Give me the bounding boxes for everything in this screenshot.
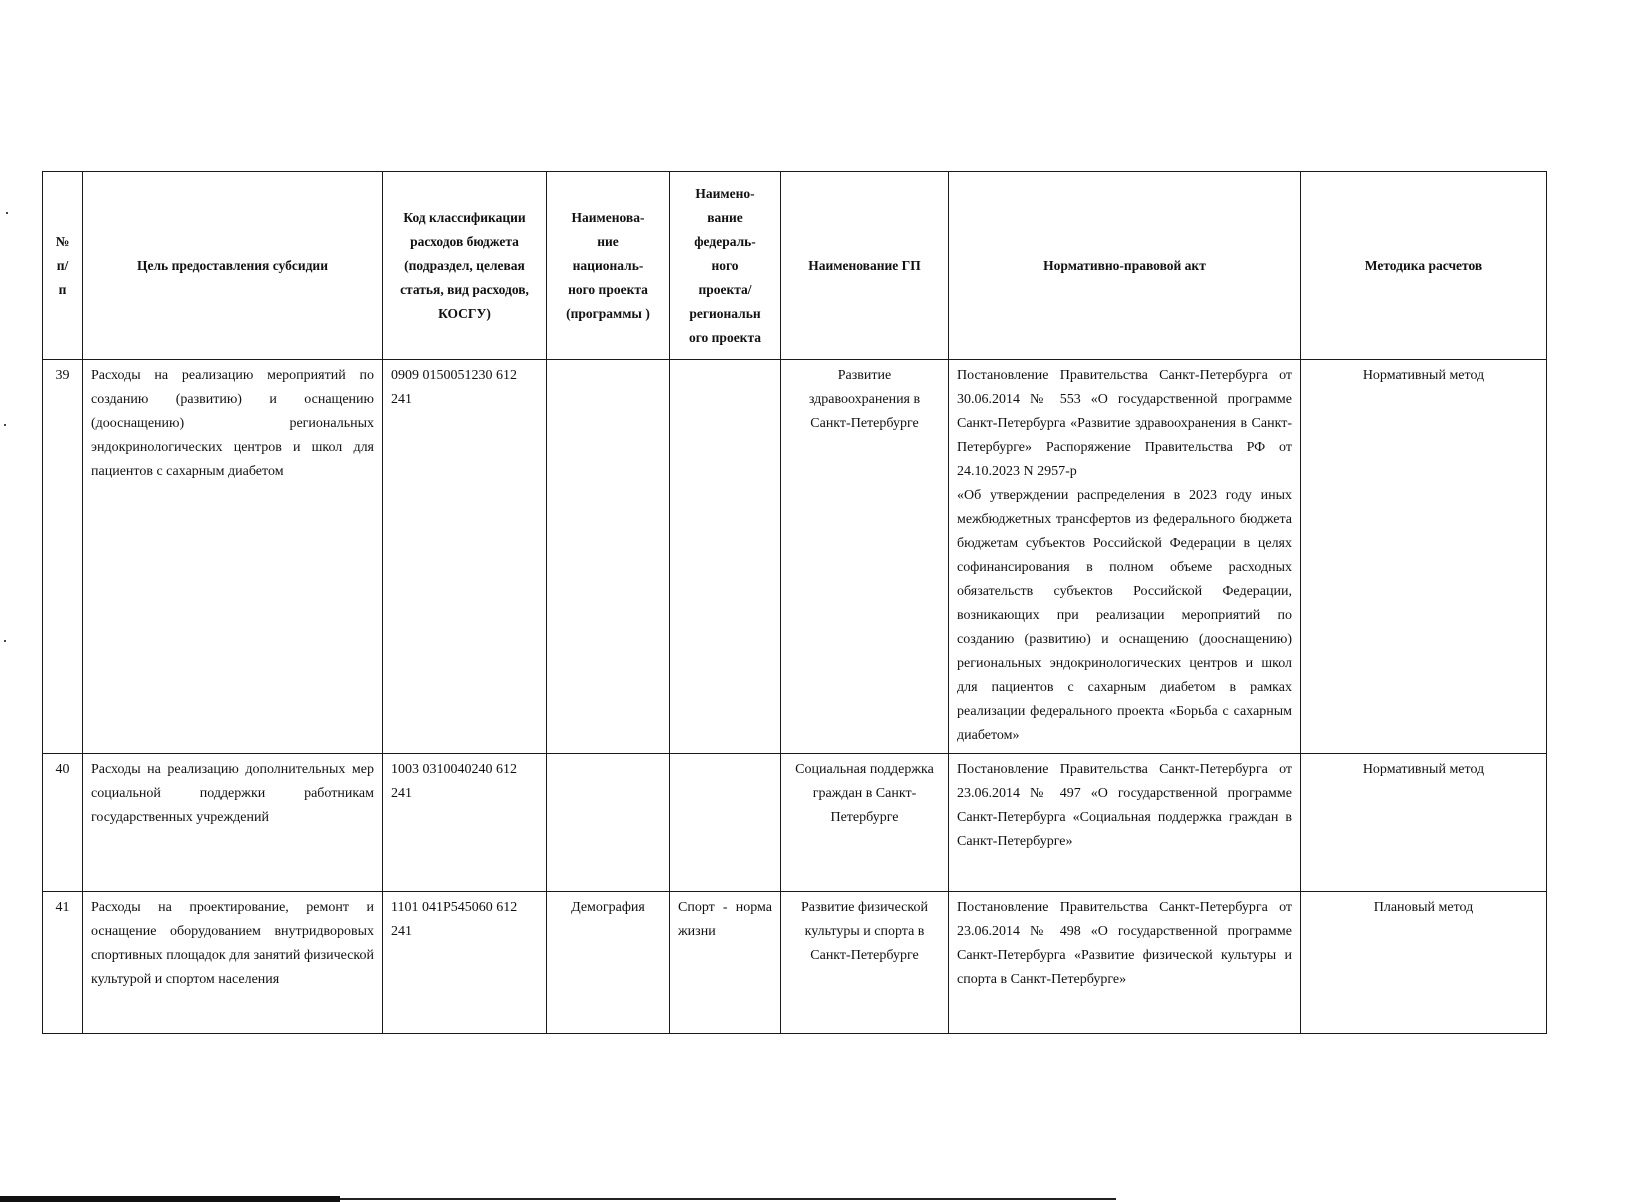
header-gp: Наименование ГП <box>781 172 949 360</box>
subsidy-table <box>42 171 1547 1034</box>
table-row <box>43 754 1547 892</box>
row-federal-project <box>670 360 781 754</box>
header-national-project: Наименова- ние националь- ного проекта (программы ) <box>547 172 670 360</box>
header-federal-project: Наимено- вание федераль- ного проекта/ региональн ого проекта <box>670 172 781 360</box>
row-num: 41 <box>43 892 83 1034</box>
table-row <box>43 360 1547 754</box>
row-act: Постановление Правительства Санкт-Петербурга от 23.06.2014 № 497 «О государственной программе Санкт-Петербурга «Социальная поддержка граждан в Санкт-Петербурге» <box>949 754 1301 892</box>
row-method: Нормативный метод <box>1301 360 1547 754</box>
row-gp: Социальная поддержка граждан в Санкт-Петербурге <box>781 754 949 892</box>
row-goal: Расходы на проектирование, ремонт и оснащение оборудованием внутридворовых спортивных площадок для занятий физической культурой и спортом населения <box>83 892 383 1034</box>
row-code: 1003 0310040240 612 241 <box>383 754 547 892</box>
row-goal: Расходы на реализацию мероприятий по созданию (развитию) и оснащению (дооснащению) региональных эндокринологических центров и школ для пациентов с сахарным диабетом <box>83 360 383 754</box>
scan-speck <box>4 424 6 426</box>
row-act: Постановление Правительства Санкт-Петербурга от 23.06.2014 № 498 «О государственной программе Санкт-Петербурга «Развитие физической культуры и спорта в Санкт-Петербурге» <box>949 892 1301 1034</box>
row-act: Постановление Правительства Санкт-Петербурга от 30.06.2014 № 553 «О государственной программе Санкт-Петербурга «Развитие здравоохранения в Санкт-Петербурге» Распоряжение Правительства РФ от 24.10.2023 N 2957-р «Об утверждении распределения в 2023 году иных межбюджетных трансфертов из федерального бюджета бюджетам субъектов Российской Федерации в целях софинансирования в полном объеме расходных обязательств субъектов Российской Федерации, возникающих при реализации мероприятий по созданию (развитию) и оснащению (дооснащению) региональных эндокринологических центров и школ для пациентов с сахарным диабетом в рамках реализации федерального проекта «Борьба с сахарным диабетом» <box>949 360 1301 754</box>
row-num: 39 <box>43 360 83 754</box>
row-national-project: Демография <box>547 892 670 1034</box>
row-goal: Расходы на реализацию дополнительных мер социальной поддержки работникам государственных учреждений <box>83 754 383 892</box>
footer-rule-thick <box>0 1196 340 1202</box>
scan-speck <box>4 640 6 642</box>
row-method: Плановый метод <box>1301 892 1547 1034</box>
row-gp: Развитие здравоохранения в Санкт-Петербурге <box>781 360 949 754</box>
header-code: Код классификации расходов бюджета (подраздел, целевая статья, вид расходов, КОСГУ) <box>383 172 547 360</box>
row-gp: Развитие физической культуры и спорта в Санкт-Петербурге <box>781 892 949 1034</box>
header-method: Методика расчетов <box>1301 172 1547 360</box>
row-code: 0909 0150051230 612 241 <box>383 360 547 754</box>
row-method: Нормативный метод <box>1301 754 1547 892</box>
row-federal-project: Спорт - норма жизни <box>670 892 781 1034</box>
header-act: Нормативно-правовой акт <box>949 172 1301 360</box>
header-num: № п/ п <box>43 172 83 360</box>
row-national-project <box>547 360 670 754</box>
scan-speck <box>6 212 8 214</box>
row-national-project <box>547 754 670 892</box>
header-goal: Цель предоставления субсидии <box>83 172 383 360</box>
table-row <box>43 892 1547 1034</box>
row-federal-project <box>670 754 781 892</box>
row-code: 1101 041P545060 612 241 <box>383 892 547 1034</box>
row-num: 40 <box>43 754 83 892</box>
table-header-row <box>43 172 1547 360</box>
